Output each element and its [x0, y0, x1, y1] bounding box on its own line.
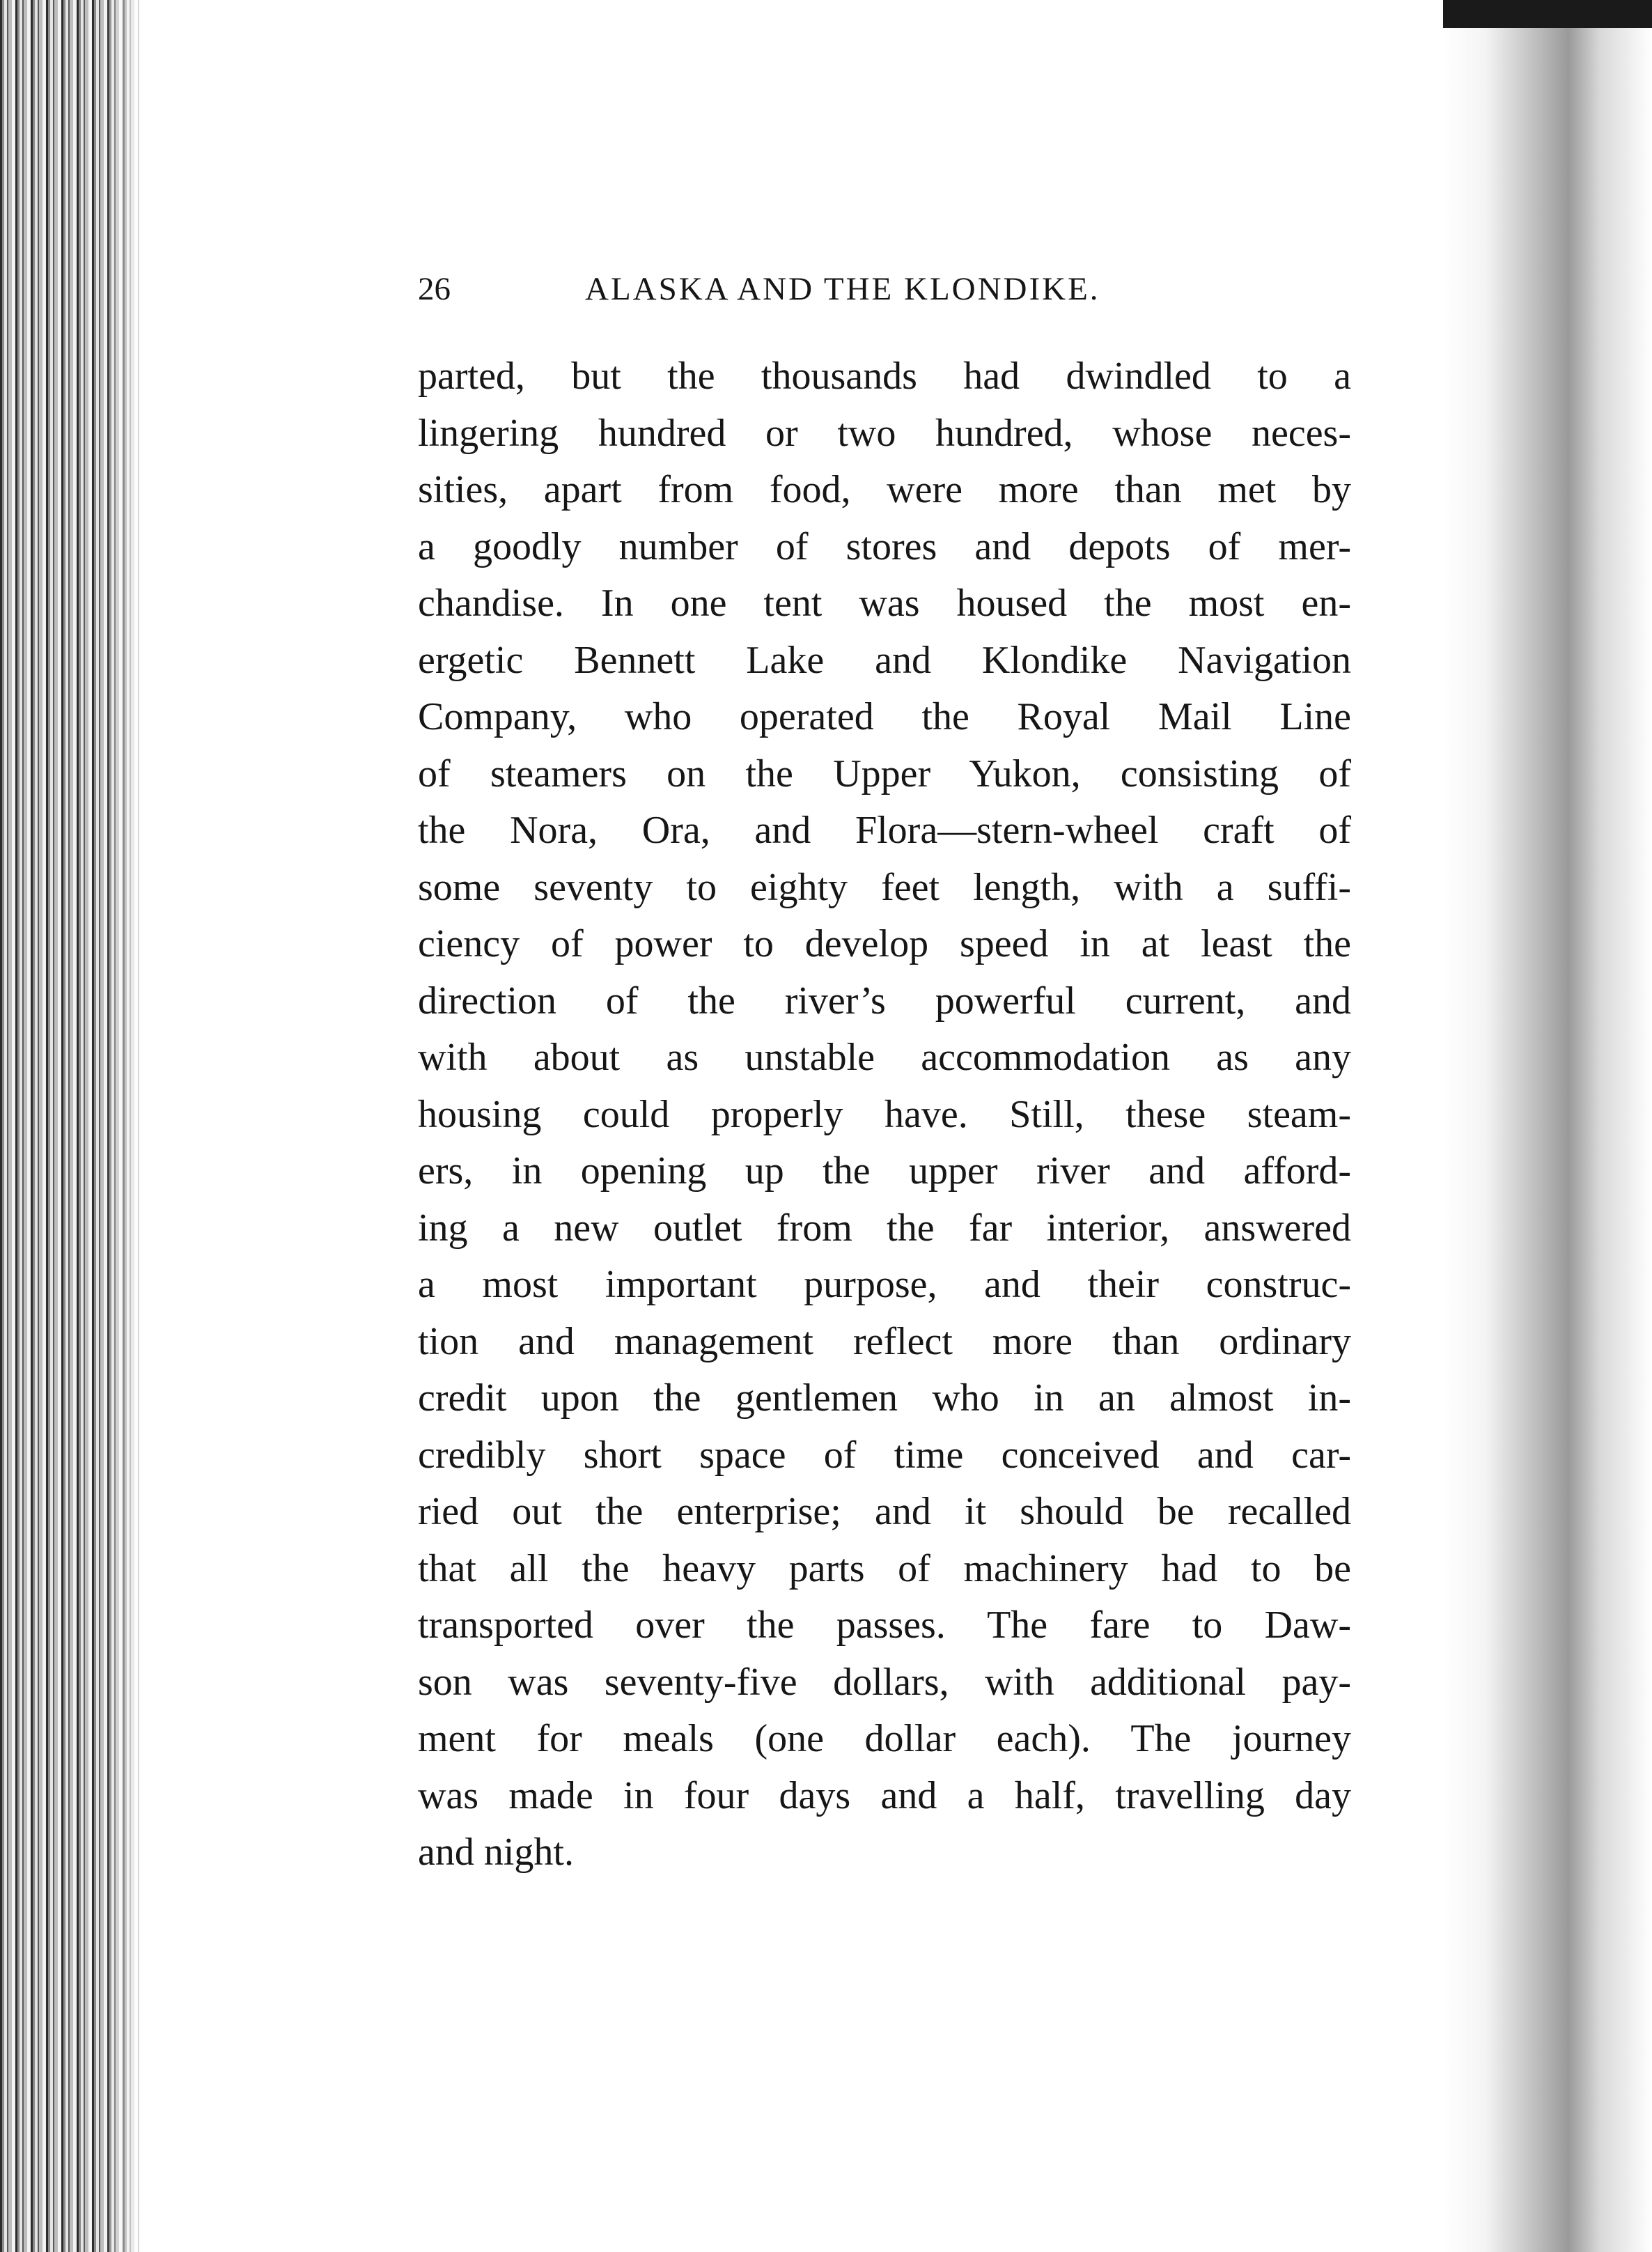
text-line: ers, in opening up the upper river and afford- — [418, 1149, 1351, 1193]
text-line: parted, but the thousands had dwindled to a — [418, 355, 1351, 398]
text-line: Company, who operated the Royal Mail Line — [418, 695, 1351, 738]
text-line: was made in four days and a half, travelling day — [418, 1773, 1351, 1817]
text-line: transported over the passes. The fare to Daw- — [418, 1603, 1351, 1647]
text-line: ment for meals (one dollar each). The journey — [418, 1717, 1351, 1760]
text-line: a most important purpose, and their construc- — [418, 1263, 1351, 1306]
text-line: that all the heavy parts of machinery had to be — [418, 1546, 1351, 1590]
running-title: ALASKA AND THE KLONDIKE. — [585, 271, 1100, 307]
text-line: sities, apart from food, were more than met by — [418, 468, 1351, 511]
text-line: of steamers on the Upper Yukon, consisting of — [418, 752, 1351, 795]
text-line: some seventy to eighty feet length, with a suffi- — [418, 865, 1351, 909]
text-line: housing could properly have. Still, these steam- — [418, 1092, 1351, 1136]
text-line: and night. — [418, 1831, 574, 1874]
text-line: direction of the river’s powerful current, and — [418, 979, 1351, 1023]
text-line: son was seventy-five dollars, with additional pay- — [418, 1660, 1351, 1704]
page-number: 26 — [418, 271, 451, 307]
body-paragraph — [418, 348, 1351, 1881]
text-line: ing a new outlet from the far interior, answered — [418, 1206, 1351, 1250]
text-line: credibly short space of time conceived and car- — [418, 1433, 1351, 1477]
text-line: tion and management reflect more than ordinary — [418, 1319, 1351, 1363]
text-line: lingering hundred or two hundred, whose neces- — [418, 411, 1351, 455]
scan-border-top-right — [1443, 0, 1652, 28]
text-line: a goodly number of stores and depots of mer- — [418, 525, 1351, 568]
text-line: ergetic Bennett Lake and Klondike Navigation — [418, 638, 1351, 682]
gutter-shadow — [104, 0, 146, 2252]
book-page — [418, 258, 1351, 1929]
running-head — [418, 258, 1351, 320]
text-line: ciency of power to develop speed in at least the — [418, 922, 1351, 965]
text-line: ried out the enterprise; and it should be recalled — [418, 1490, 1351, 1533]
text-line: with about as unstable accommodation as any — [418, 1036, 1351, 1079]
text-line: credit upon the gentlemen who in an almost in- — [418, 1376, 1351, 1420]
text-line: the Nora, Ora, and Flora—stern-wheel craft of — [418, 809, 1351, 852]
book-page-edge-right — [1443, 0, 1652, 2252]
text-line: chandise. In one tent was housed the most en- — [418, 582, 1351, 625]
